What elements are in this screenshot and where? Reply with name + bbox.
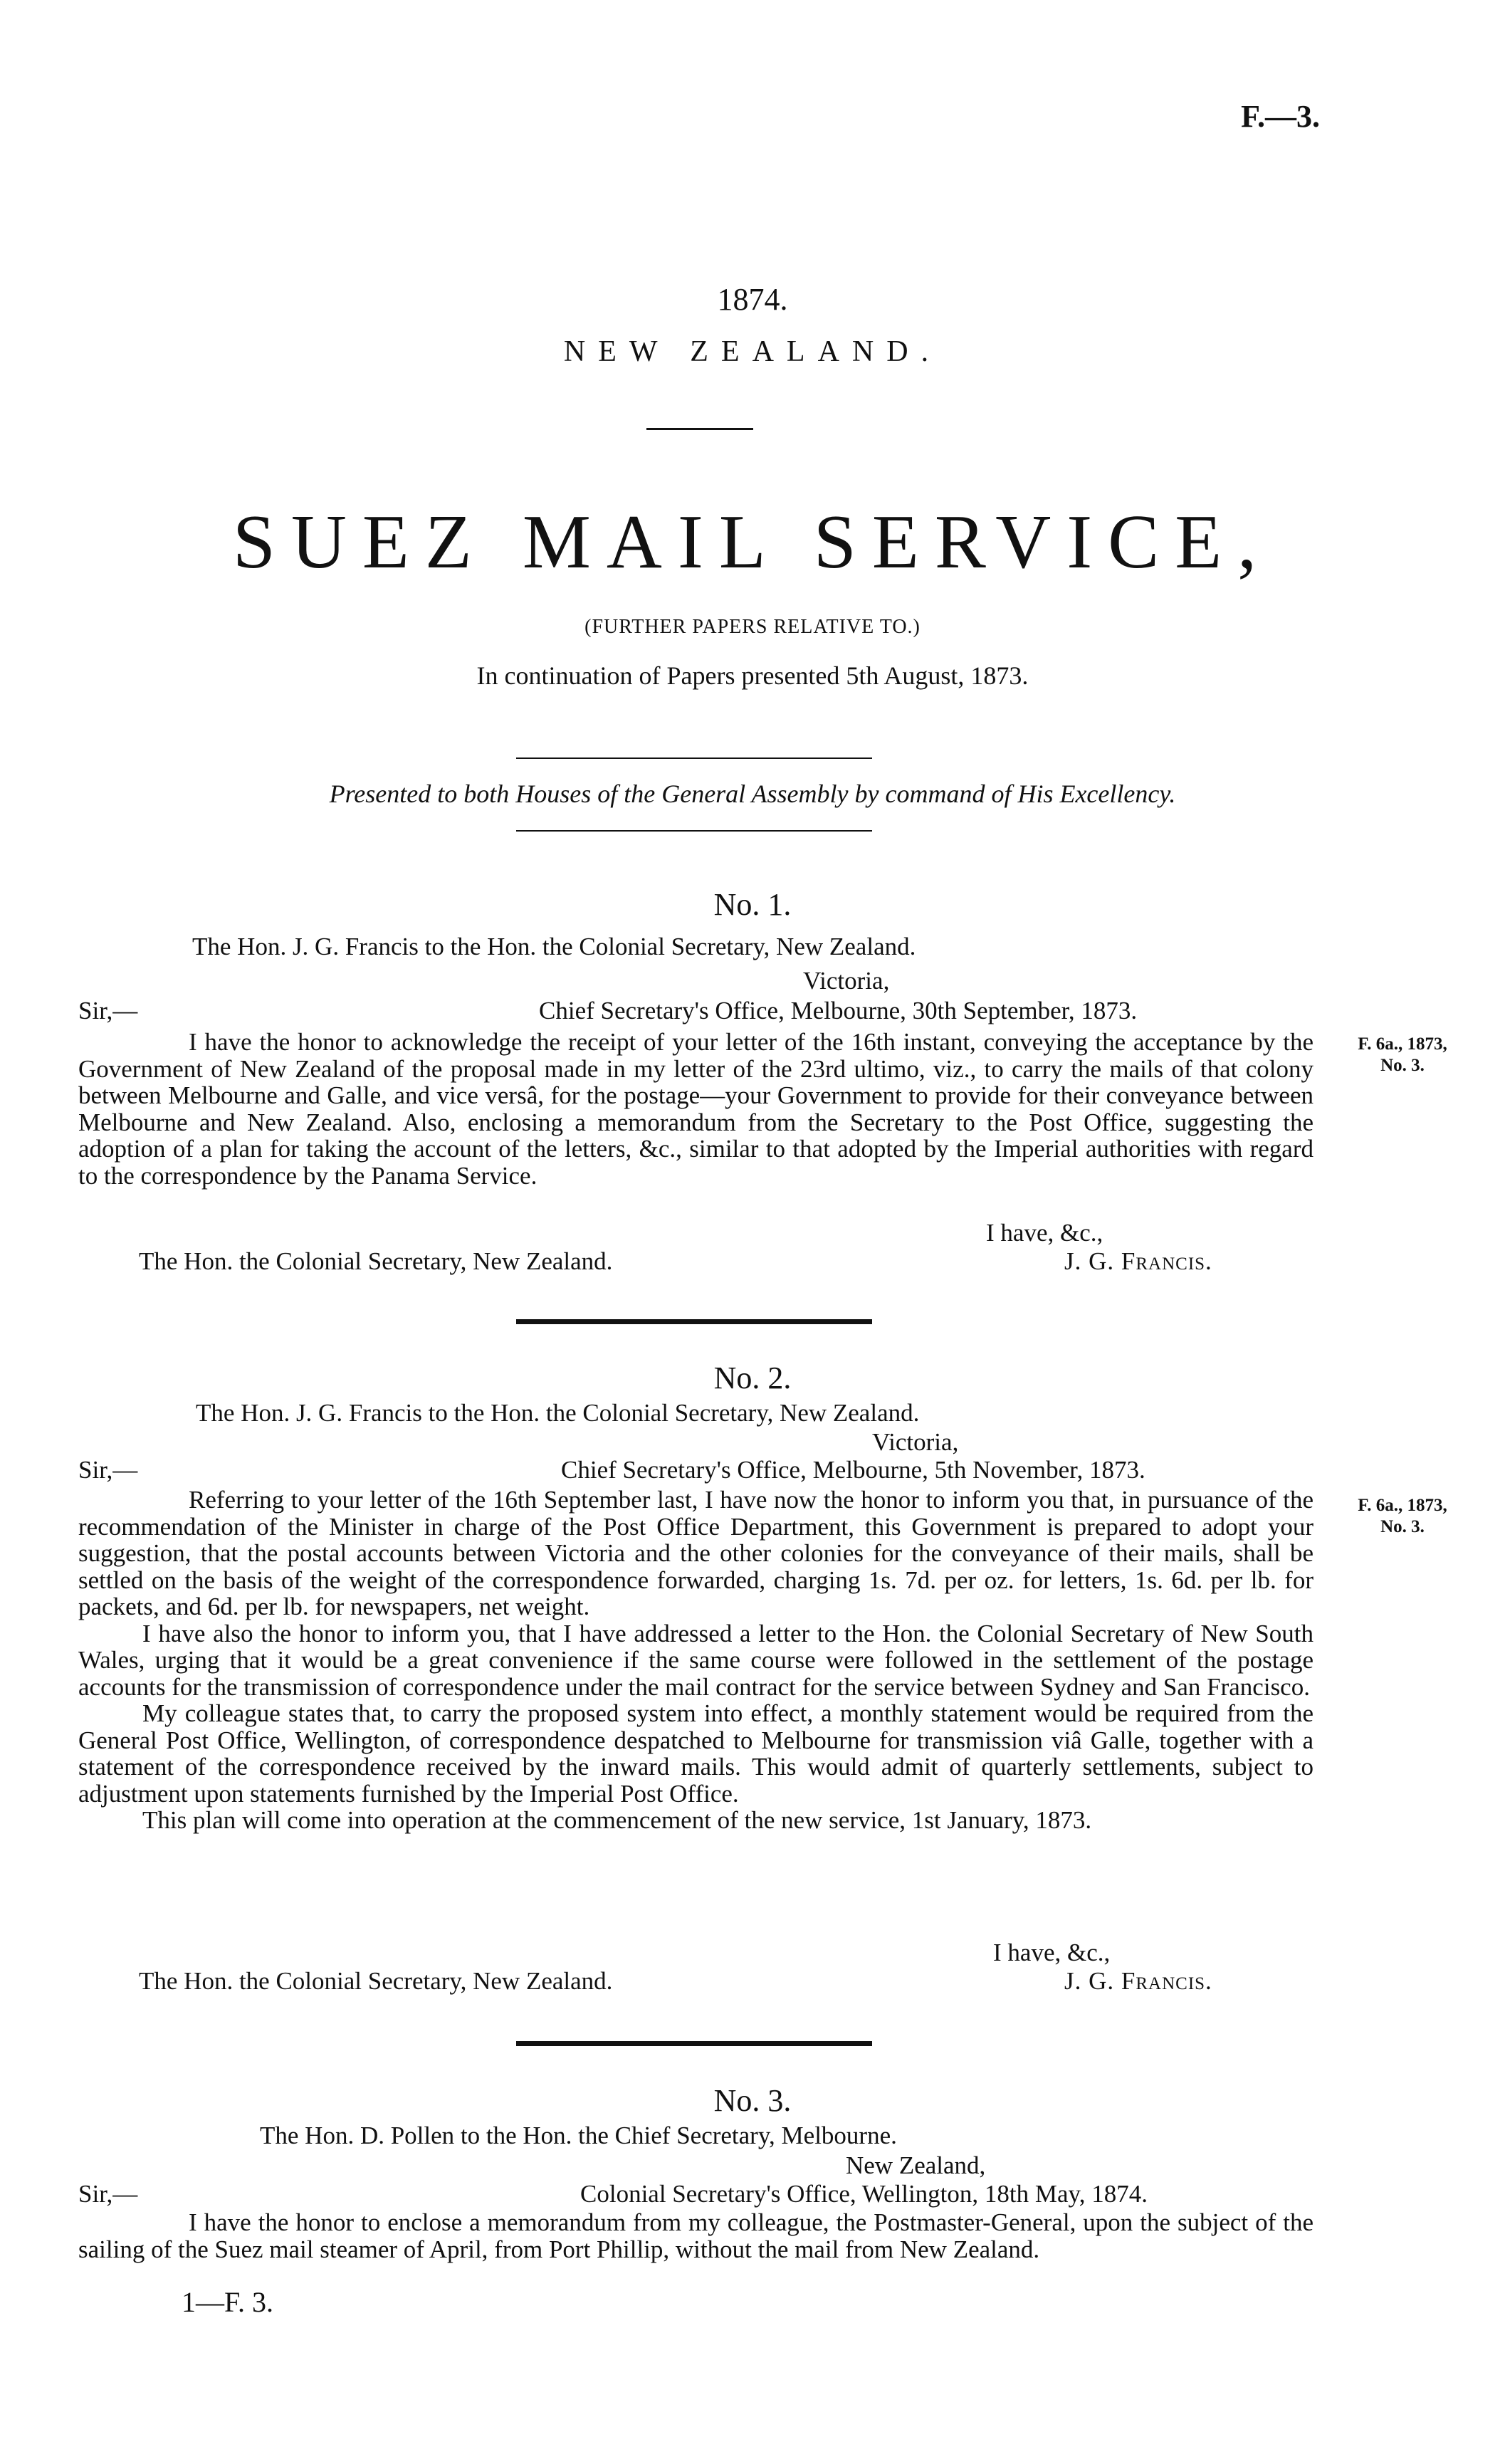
presentation-note: Presented to both Houses of the General Assembly by command of His Excellency. [329,780,1176,808]
continuation-note: In continuation of Papers presented 5th August, 1873. [476,661,1029,690]
presented-divider-bottom [516,830,872,832]
letter-signature: J. G. Francis. [1064,1247,1212,1275]
letter-addressee: The Hon. the Colonial Secretary, New Zealand. [139,1247,613,1275]
country-heading: NEW ZEALAND. [563,335,942,368]
margin-note-ref: F. 6a., 1873, [1358,1496,1447,1515]
letter-place: Victoria, [872,1428,959,1456]
header-divider [646,428,753,430]
margin-note [1324,1034,1481,1076]
letter-paragraph: I have also the honor to inform you, that I have addressed a letter to the Hon. the Colonial Secretary of New South Wales, urging that it would be a great convenience if the same course were followed in the settlement of the postage accounts for the transmission of correspondence under the mail contract for the service between Sydney and San Francisco. [78,1619,1313,1701]
letter-from-to: The Hon. J. G. Francis to the Hon. the Colonial Secretary, New Zealand. [192,933,916,960]
letter-addressee: The Hon. the Colonial Secretary, New Zealand. [139,1967,613,1995]
letter-body [78,1487,1313,1834]
page-reference: F.—3. [1241,99,1320,134]
letter-closing: I have, &c., [986,1219,1103,1247]
margin-note-number: No. 3. [1380,1517,1425,1536]
letter-from-to: The Hon. J. G. Francis to the Hon. the Colonial Secretary, New Zealand. [196,1399,920,1427]
margin-note-ref: F. 6a., 1873, [1358,1034,1447,1054]
letter-number: No. 1. [713,887,792,922]
letter-body [78,1029,1313,1189]
letter-divider [516,1319,872,1324]
letter-closing: I have, &c., [993,1939,1111,1966]
document-year: 1874. [717,282,788,317]
letter-paragraph: I have the honor to acknowledge the receipt of your letter of the 16th instant, conveying the acceptance by the Government of New Zealand of the proposal made in my letter of the 23rd ultimo, viz., to carry the mails of that colony between Melbourne and Galle, and vice versâ, for the postage—your Government to provide for their conveyance between Melbourne and New Zealand. Also, enclosing a memorandum from the Secretary to the Post Office, suggesting the adoption of a plan for taking the account of the letters, &c., similar to that adopted by the Imperial authorities with regard to the correspondence by the Panama Service. [78,1028,1313,1190]
document-title: SUEZ MAIL SERVICE, [232,500,1273,584]
document-subtitle: (FURTHER PAPERS RELATIVE TO.) [584,616,921,638]
margin-note [1324,1495,1481,1538]
letter-body [78,2209,1313,2263]
letter-number: No. 2. [713,1361,792,1395]
letter-signature: J. G. Francis. [1064,1967,1212,1995]
letter-paragraph: I have the honor to enclose a memorandum from my colleague, the Postmaster-General, upon the subject of the sailing of the Suez mail steamer of April, from Port Phillip, without the mail from New Zealand. [78,2208,1313,2263]
letter-paragraph: Referring to your letter of the 16th September last, I have now the honor to inform you that, in pursuance of the recommendation of the Minister in charge of the Post Office Department, this Government is prepared to adopt your suggestion, that the postal accounts between Victoria and the other colonies for the conveyance of their mails, shall be settled on the basis of the weight of the correspondence forwarded, charging 1s. 7d. per oz. for letters, 1s. 6d. per lb. for packets, and 6d. per lb. for newspapers, net weight. [78,1486,1313,1620]
letter-office-date: Chief Secretary's Office, Melbourne, 30th September, 1873. [539,997,1138,1024]
letter-place: Victoria, [803,967,890,995]
letter-office-date: Colonial Secretary's Office, Wellington, 18th May, 1874. [580,2180,1148,2208]
letter-salutation: Sir,— [78,997,138,1024]
letter-divider [516,2041,872,2046]
presented-divider-top [516,757,872,759]
letter-paragraph: This plan will come into operation at the commencement of the new service, 1st January, 1873. [142,1806,1092,1834]
letter-paragraph: My colleague states that, to carry the proposed system into effect, a monthly statement would be required from the General Post Office, Wellington, of correspondence despatched to Melbourne for transmission viâ Galle, together with a statement of the correspondence received by the inward mails. This would admit of quarterly settlements, subject to adjustment upon statements furnished by the Imperial Post Office. [78,1699,1313,1808]
letter-number: No. 3. [713,2083,792,2118]
letter-from-to: The Hon. D. Pollen to the Hon. the Chief Secretary, Melbourne. [260,2122,897,2149]
letter-salutation: Sir,— [78,2180,138,2208]
letter-place: New Zealand, [846,2151,986,2179]
letter-office-date: Chief Secretary's Office, Melbourne, 5th November, 1873. [561,1456,1145,1484]
signature-mark: 1—F. 3. [182,2286,274,2318]
margin-note-number: No. 3. [1380,1056,1425,1075]
letter-salutation: Sir,— [78,1456,138,1484]
